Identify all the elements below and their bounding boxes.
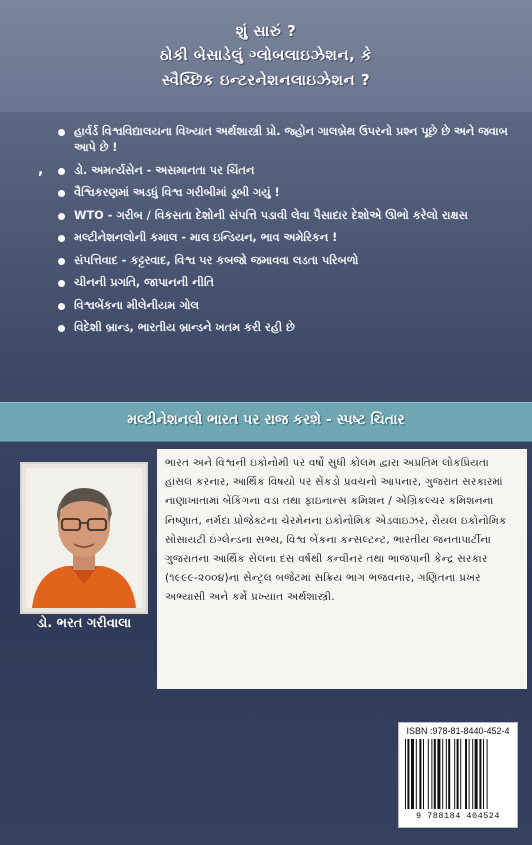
barcode-digits: 9 788184 404524: [415, 811, 500, 821]
barcode-bar: [483, 739, 484, 809]
author-portrait-icon: [26, 468, 142, 608]
barcode-bar: [419, 739, 421, 809]
bullet-text: વિદેશી બ્રાન્ડ, ભારતીય બ્રાન્ડને ખતમ કરી રહી છે: [74, 321, 295, 334]
header-line-3: સ્વૈચ્છિક ઇન્ટરનેશનલાઇઝેશન ?: [161, 71, 371, 89]
author-name: ડો. ભરત ગરીવાલા: [36, 616, 132, 631]
header-panel: [0, 0, 532, 112]
barcode-bar: [416, 739, 417, 809]
bullet-item: [58, 124, 518, 156]
barcode-bar: [469, 739, 470, 809]
bullet-item: [58, 275, 518, 291]
bullet-dot-icon: [58, 190, 65, 197]
bullet-text: વિશ્વબેંકના મીલેનીયમ ગોલ: [74, 298, 199, 312]
bullet-dot-icon: [58, 303, 65, 310]
bullet-dot-icon: [58, 258, 65, 265]
barcode-bar: [487, 739, 488, 809]
bullet-text: સંપત્તિવાદ - કટ્ટરવાદ, વિશ્વ પર કબજો જમાવવા લડતા પરિબળો: [74, 253, 359, 267]
banner-text: મલ્ટીનેશનલો ભારત પર રાજ કરશે - સ્પષ્ટ ચિતાર: [127, 412, 405, 428]
bullet-dot-icon: [58, 129, 65, 136]
bullet-item: [58, 185, 518, 201]
bullet-text: હાર્વર્ડ વિશ્વવિદ્યાલયના વિખ્યાત અર્થશાસ્ત્રી પ્રો. જ્હોન ગાલબ્રેથ ઉપરનો પ્રશ્ન પૂછે છે અને જવાબ આપે છે !: [74, 125, 508, 154]
bullet-dot-icon: [58, 168, 65, 175]
bullet-dot-icon: [58, 280, 65, 287]
barcode-bar: [448, 739, 450, 809]
bullet-dot-icon: [58, 325, 65, 332]
barcode-bar: [428, 739, 429, 809]
barcode-bar: [460, 739, 461, 809]
bullet-item: [58, 320, 518, 336]
bullet-list: [58, 124, 518, 343]
barcode-bar: [437, 739, 440, 809]
bullet-dot-icon: [58, 235, 65, 242]
side-mark: ,: [38, 162, 44, 178]
bullet-text: WTO - ગરીબ / વિકસતા દેશોની સંપત્તિ પડાવી લેવા પૈસાદાર દેશોએ ઊભો કરેલો રાક્ષસ: [74, 208, 468, 222]
author-photo-frame: [26, 468, 142, 608]
bullet-dot-icon: [58, 213, 65, 220]
bullet-item: [58, 298, 518, 314]
bullet-item: [58, 230, 518, 246]
header-line-2: ઠોકી બેસાડેલું ગ્લોબલાઇઝેશન, કે: [159, 46, 373, 64]
bullet-item: [58, 253, 518, 269]
barcode-bar: [475, 739, 478, 809]
author-bio: ભારત અને વિશ્વની ઇકોનોમી પર વર્ષો સુધી કોલમ દ્વારા અપ્રતિમ લોકપ્રિયતા હાંસલ કરનાર, આર્થિક વિષયો પર સેંકડો પ્રવચનો આપનાર, ગુજરાત સરકારમાં નાણાખાતામાં બેંકિંગના વડા તથા ફાઇનાન્સ કમિશન / એગ્રિકલ્ચર કમિશનના નિષ્ણાત, નર્મદા પ્રોજેક્ટના ચેરમેનના ઇકોનોમિક એડવાઇઝર, રોયલ ઇકોનોમિક સોસાયટી ઇંગ્લેન્ડના સભ્ય, વિશ્વ બેંકના કન્સલ્ટન્ટ, ભારતીય જનતાપાર્ટીના ગુજરાતના આર્થિક સેલના દસ વર્ષથી કન્વીનર તથા ભાજપાની કેન્દ્ર સરકાર (૧૯૯૯-૨૦૦૪)ના સેન્ટ્રલ બજેટમાં સક્રિય ભાગ ભજવનાર, ગણિતના પ્રખર અભ્યાસી અને કર્મે પ્રખ્યાત અર્થશાસ્ત્રી.: [165, 457, 507, 604]
barcode-bars-icon: [405, 739, 511, 809]
author-bio-box: [157, 449, 527, 689]
barcode-bar: [479, 739, 481, 809]
barcode-bar: [405, 739, 406, 809]
barcode-bar: [411, 739, 414, 809]
isbn-label: ISBN :978-81-8440-452-4: [406, 726, 510, 736]
bullet-text: ડો. અમર્ત્યસેન - અસમાનતા પર ચિંતન: [74, 163, 255, 177]
bullet-text: વૈશ્વિકરણમાં અડધું વિશ્વ ગરીબીમાં ડૂબી ગયું !: [74, 186, 280, 199]
barcode-bar: [454, 739, 455, 809]
barcode-bar: [442, 739, 443, 809]
bullet-item: [58, 208, 518, 224]
header-line-1: શું સારું ?: [235, 22, 297, 40]
barcode-bar: [465, 739, 467, 809]
isbn-barcode: [398, 722, 518, 828]
banner-strip: [0, 402, 532, 442]
bullet-item: [58, 163, 518, 179]
barcode-bar: [423, 739, 424, 809]
barcode-bar: [434, 739, 436, 809]
bullet-text: ચીનની પ્રગતિ, જાપાનની નીતિ: [74, 276, 214, 289]
barcode-bar: [446, 739, 447, 809]
barcode-bar: [472, 739, 473, 809]
barcode-bar: [431, 739, 432, 809]
barcode-bar: [407, 739, 409, 809]
bullet-text: મલ્ટીનેશનલોની કમાલ - માલ ઇન્ડિયન, ભાવ અમેરિકન !: [74, 231, 338, 244]
author-photo: [20, 462, 148, 614]
barcode-bar: [457, 739, 459, 809]
